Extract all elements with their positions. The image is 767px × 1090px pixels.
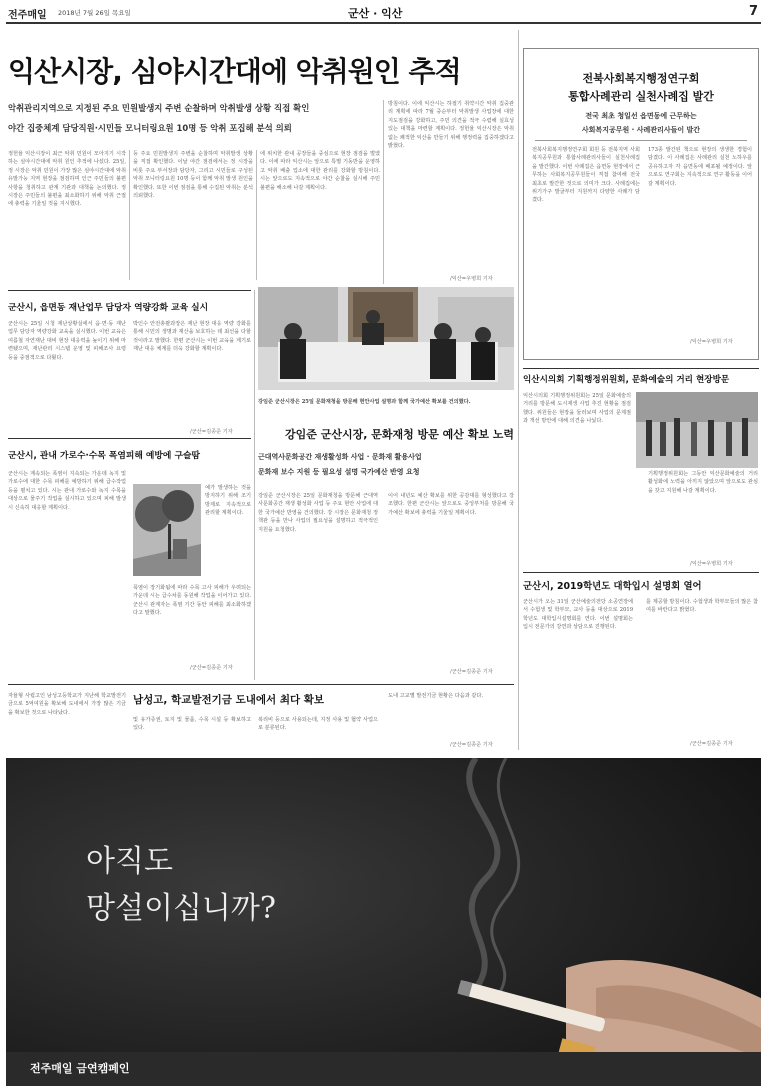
lead-subheadline-2: 야간 집중체계 담당직원·시민들 모니터링요원 10명 등 악취 포집해 분석 의뢰 [8, 123, 292, 133]
research-title-2: 통합사례관리 실천사례집 발간 [568, 90, 714, 103]
uimyeon-body-col1: 군산시는 25일 시청 재난상황실에서 읍·면·동 재난업무 담당자 역량강화 교육을 실시했다. 이번 교육은 여름철 자연재난 대비 현장 대응력을 높이기 위해 마련됐으며, 재난관리 시스템 운영 및 피해조사 요령 등을 중점적으로 다뤘다. [8, 321, 126, 361]
section-rule-2 [8, 438, 251, 439]
culture-body-col1: 익산시의회 기획행정위원회는 25일 문화예술의 거리를 방문해 도시재생 사업 추진 현황을 점검했다. 위원들은 현장을 둘러보며 사업의 문제점과 개선 방안에 대해 의견을 나눴다. [523, 393, 631, 425]
meeting-photo [258, 287, 514, 390]
section-rule-5 [523, 572, 759, 573]
uimyeon-headline: 군산시, 읍면동 재난업무 담당자 역량강화 교육 실시 [8, 303, 209, 313]
section-rule-4 [523, 368, 759, 369]
tree-byline: /군산=김종준 기자 [190, 665, 233, 671]
culture-headline: 익산시의회 기획행정위원회, 문화예술의 거리 현장방문 [523, 375, 730, 385]
culture-photo [636, 392, 758, 468]
culture-body-col2: 기획행정위원회는 그동안 익산문화예술의 거리 활성화에 노력을 아끼지 않았으며 앞으로도 관심을 갖고 지원해 나갈 계획이다. [648, 471, 758, 494]
univ-byline: /군산=김종준 기자 [690, 741, 733, 747]
masthead [8, 4, 760, 22]
research-title-1: 전북사회복지행정연구회 [582, 72, 700, 85]
lead-body-col1: 정헌율 익산시장이 최근 악취 민원이 모아지기 시작하는 심야시간대에 악취 원인 추적에 나섰다. 25일, 정 시장은 악취 민원이 가장 많은 심야시간대에 악취 유발가능 지역 현장을 점검하며 인근 주민들의 불편사항을 청취하고 관계 기관과 대책을 논의했다. 정 시장은 주민들의 불편을 최소화하기 위해 악취 근절에 총력을 기울일 것을 지시했다. [8, 151, 126, 208]
nam-body-col4: 도내 고교별 발전기금 현황은 다음과 같다. [388, 693, 484, 699]
anti-smoking-ad [6, 758, 761, 1086]
nam-body-col3: 복리비 등으로 사용되는데, 지정 사용 및 협약 사업으로 분류된다. [258, 717, 378, 732]
page-number: 7 [748, 4, 758, 19]
lead-body-col2: 등 주요 민원발생지 주변을 순찰하며 악취발생 상황을 직접 확인했다. 이날 야간 점검에서는 정 시장을 비롯 주요 부서장과 담당자, 그리고 시민들로 구성된 악취 모니터링요원 10명 등이 함께 악취 발생 원인을 확인했다. 또한 이번 점검을 통해 수집된 악취는 분석 의뢰했다. [133, 151, 253, 200]
paper-name: 전주매일 [8, 10, 47, 21]
ad-footer: 전주매일 금연캠페인 [30, 1062, 130, 1075]
research-body-col2: 173종 발간된 책으로 현장의 생생한 경험이 담겼다. 이 사례집은 사례관리 실천 노하우를 공유하고자 각 읍면동에 배포될 예정이다. 앞으로도 연구회는 지속적으로 연구 활동을 이어갈 계획이다. [648, 147, 752, 187]
tree-body-col3: 예가 발생하는 것을 방지하기 위해 조기 방제로 지속적으로 관리할 계획이다. [205, 485, 251, 517]
research-sub-1: 전국 최초 청일선 읍면동에 근무하는 [585, 112, 697, 120]
ad-line-1: 아직도 [86, 844, 173, 879]
col-divider-4 [518, 30, 519, 750]
nam-byline: /군산=김종준 기자 [450, 742, 493, 748]
tree-body-col2: 폭염이 장기화됨에 따라 수목 고사 피해가 우려되는 가운데 시는 급수차를 동원해 작업을 이어가고 있다. 군산시 관계자는 폭염 기간 동안 피해를 최소화하겠다고 말했다. [133, 585, 251, 617]
ad-line-2: 망설이십니까? [86, 891, 276, 926]
header-rule [6, 22, 761, 24]
univ-body-col1: 군산시가 오는 31일 군산예술의전당 소공연장에서 수험생 및 학부모, 교사 등을 대상으로 2019학년도 대학입시설명회를 연다. 이번 설명회는 입시 전문가의 강연과 상담으로 진행된다. [523, 599, 633, 631]
kang-byline: /군산=김종준 기자 [450, 669, 493, 675]
research-byline: /익산=우병희 기자 [690, 339, 733, 345]
kang-body-col1: 강임준 군산시장은 25일 문화재청을 방문해 근대역사문화공간 재생 활성화 사업 등 주요 현안 사업에 대한 국가예산 반영을 건의했다. 강 시장은 문화재청 정책관 등을 만나 사업의 필요성을 설명하고 적극적인 지원을 요청했다. [258, 493, 378, 533]
section-rule-3 [8, 684, 514, 685]
kang-photo-caption: 강임준 군산시장은 25일 문화재청을 방문해 현안사업 설명과 함께 국가예산 확보를 건의했다. [258, 399, 471, 405]
research-body-col1: 전북사회복지행정연구회 회원 등 전북지역 사회복지공무원과 통합사례관리사들이 실천사례집을 발간했다. 이번 사례집은 읍면동 현장에서 근무하는 사회복지공무원들이 직접 참여해 전국 최초로 발간한 것으로 의미가 크다. 사례집에는 위기가구 발굴부터 지원까지 다양한 사례가 담겼다. [532, 147, 640, 204]
univ-body-col2: 를 제공할 방침이다. 수험생과 학부모들의 많은 참여를 바란다고 밝혔다. [646, 599, 758, 614]
lead-headline: 익산시장, 심야시간대에 악취원인 추적 [8, 55, 461, 88]
lead-byline: /익산=우병희 기자 [450, 276, 493, 282]
lead-body-col4: 방침이다. 이에 익산시는 하절기 취약시간 악취 집중관리 계획에 따라 7월 중순부터 악취발생 사업장에 대한 지도점검을 강화하고, 주민 의견을 적극 수렴해 실효성 있는 대책을 마련할 계획이다. 정헌율 익산시장은 악취 없는 쾌적한 익산을 만들기 위해 행정력을 집중하겠다고 밝혔다. [388, 101, 514, 150]
col-divider-3 [383, 100, 384, 284]
tree-body-col1: 군산시는 계속되는 폭염이 지속되는 가운데 녹지 및 가로수에 대한 수목 피해를 예방하기 위해 급수작업 등을 펼치고 있다. 시는 관내 가로수와 녹지 수목을 대상으로 물주기 작업을 실시하고 있으며 피해 발생 시 신속히 대응할 계획이다. [8, 471, 126, 511]
tree-headline: 군산시, 관내 가로수·수목 폭염피해 예방에 구슬땀 [8, 451, 200, 461]
col-divider-5 [254, 290, 255, 680]
col-divider-1 [129, 150, 130, 280]
nam-headline: 남성고, 학교발전기금 도내에서 최다 확보 [133, 694, 325, 706]
col-divider-2 [256, 150, 257, 280]
research-divider [535, 140, 747, 141]
uimyeon-body-col2: 박인수 안전총괄과장은 재난 현장 대응 역량 강화를 통해 시민의 생명과 재산을 보호하는 데 최선을 다할 것이라고 말했다. 한편 군산시는 이번 교육을 계기로 재난 대응 체계를 더욱 강화할 계획이다. [133, 321, 251, 353]
kang-sub-1: 근대역사문화공간 재생활성화 사업 · 문화재 활용사업 [258, 453, 422, 461]
kang-headline: 강임준 군산시장, 문화재청 방문 예산 확보 노력 [285, 428, 515, 441]
issue-date: 2018년 7월 26일 목요일 [58, 9, 131, 17]
nam-body-col2: 및 유가증권, 토지 및 물품, 수목 시설 등 확보하고 있다. [133, 717, 251, 732]
tree-photo [133, 484, 201, 576]
culture-byline: /익산=우병희 기자 [690, 561, 733, 567]
kang-sub-2: 문화재 보수 지원 등 필요성 설명 국가예산 반영 요청 [258, 468, 420, 476]
uimyeon-byline: /군산=김종준 기자 [190, 429, 233, 435]
section-rule-1 [8, 290, 251, 291]
lead-subheadline-1: 악취관리지역으로 지정된 주요 민원발생지 주변 순찰하며 악취발생 상황 직접 확인 [8, 103, 310, 113]
nam-body-col1: 자율형 사립고인 남성고등학교가 지난해 학교발전기금으로 5억여원을 확보해 도내에서 가장 많은 기금을 확보한 것으로 나타났다. [8, 693, 126, 716]
kang-body-col2: 이어 내년도 예산 확보를 위한 공감대를 형성했다고 강조했다. 한편 군산시는 앞으로도 중앙부처를 방문해 국가예산 확보에 총력을 기울일 계획이다. [388, 493, 514, 516]
lead-body-col3: 에 위치한 관내 공장들을 중심으로 현장 점검을 벌였다. 이에 따라 익산시는 앞으로 특별 기동반을 운영하고 악취 배출 업소에 대한 관리를 강화할 방침이다. 시는 앞으로도 지속적으로 야간 순찰을 실시해 주민 불편을 해소해 나갈 계획이다. [260, 151, 380, 191]
research-sub-2: 사회복지공무원 · 사례관리사들이 발간 [581, 126, 701, 134]
section-name: 군산 · 익산 [348, 7, 403, 20]
univ-headline: 군산시, 2019학년도 대학입시 설명회 열어 [523, 581, 702, 592]
